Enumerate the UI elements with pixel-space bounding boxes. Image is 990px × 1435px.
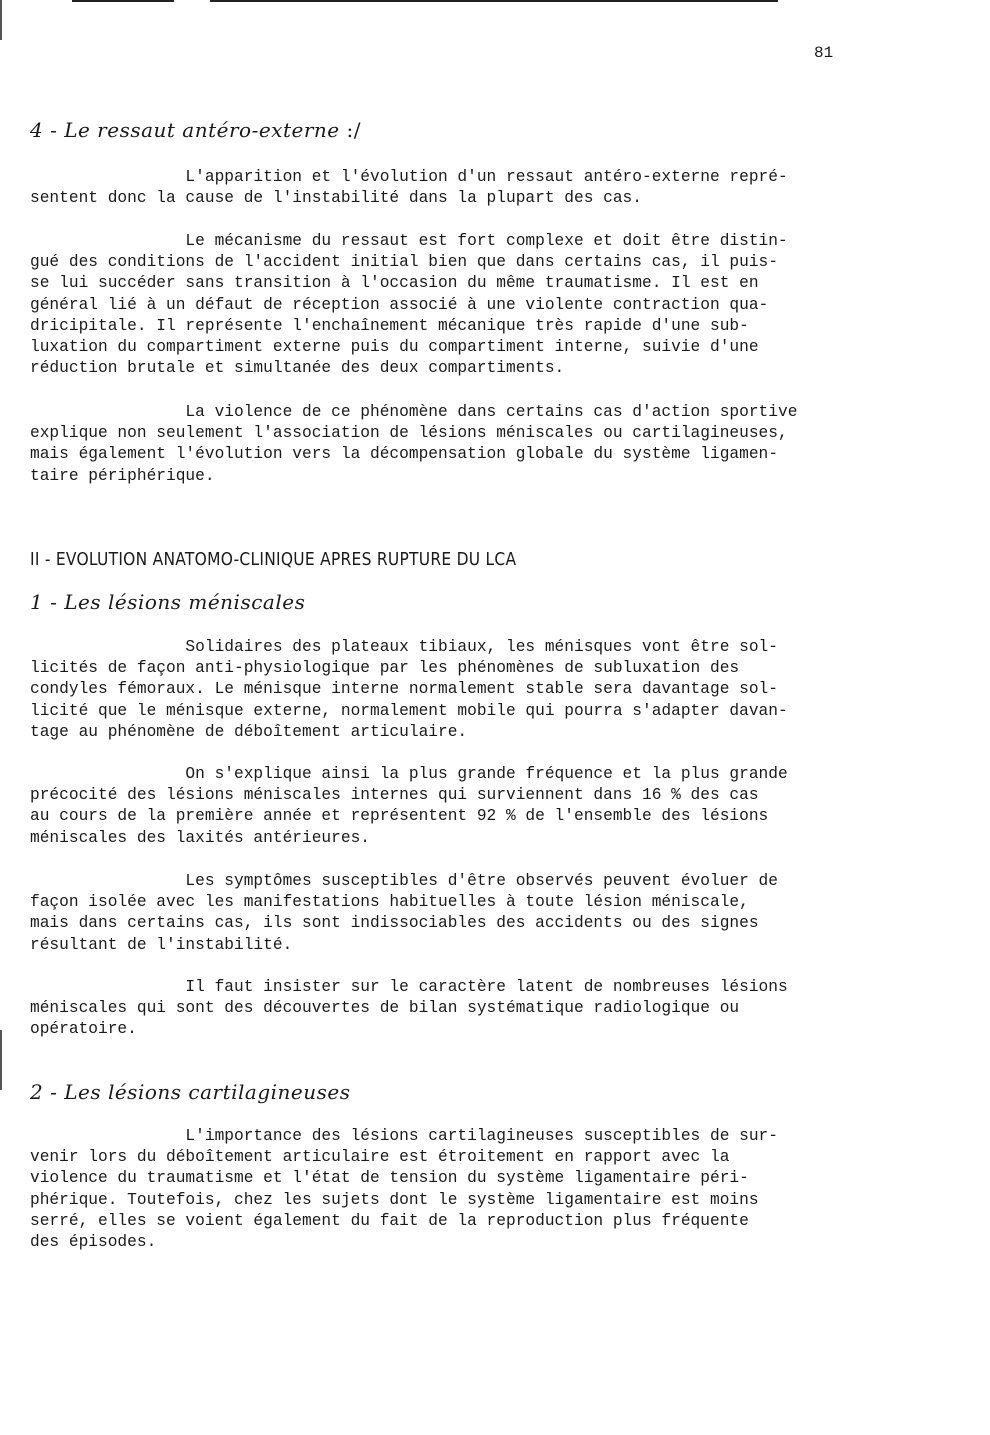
section-heading-meniscales xyxy=(30,590,305,614)
heading-title: Le ressaut antéro-externe xyxy=(64,118,340,142)
text-line: sentent donc la cause de l'instabilité dans la plupart des cas. xyxy=(30,189,642,208)
text-line: résultant de l'instabilité. xyxy=(30,935,293,954)
scan-left-edge-bottom xyxy=(0,1030,2,1090)
text-line: façon isolée avec les manifestations habituelles à toute lésion méniscale, xyxy=(30,893,749,912)
heading-title: Les lésions cartilagineuses xyxy=(64,1080,351,1104)
text-line: réduction brutale et simultanée des deux compartiments. xyxy=(30,359,565,378)
text-line: Le mécanisme du ressaut est fort complexe et doit être distin- xyxy=(30,232,788,250)
text-line: L'apparition et l'évolution d'un ressaut antéro-externe repré- xyxy=(30,168,788,186)
text-line: opératoire. xyxy=(30,1020,137,1039)
text-line: L'importance des lésions cartilagineuses susceptibles de sur- xyxy=(30,1127,778,1145)
text-line: des épisodes. xyxy=(30,1233,157,1252)
heading-number: 2 - xyxy=(30,1080,58,1104)
page-number: 81 xyxy=(814,44,834,62)
text-line: méniscales qui sont des découvertes de bilan systématique radiologique ou xyxy=(30,999,740,1018)
text-line: licités de façon anti-physiologique par les phénomènes de subluxation des xyxy=(30,659,740,678)
text-line: au cours de la première année et représentent 92 % de l'ensemble des lésions xyxy=(30,807,769,826)
text-line: Solidaires des plateaux tibiaux, les ménisques vont être sol- xyxy=(30,638,778,656)
scan-top-line-right xyxy=(210,0,778,2)
section-heading-cartilagineuses xyxy=(30,1080,350,1104)
paragraph xyxy=(30,167,870,209)
heading-title: Les lésions méniscales xyxy=(64,590,306,614)
text-line: venir lors du déboîtement articulaire est étroitement en rapport avec la xyxy=(30,1148,730,1167)
section-heading-ressaut xyxy=(30,118,361,142)
scan-left-edge-top xyxy=(0,0,2,40)
paragraph xyxy=(30,637,870,743)
paragraph xyxy=(30,402,870,487)
text-line: serré, elles se voient également du fait de la reproduction plus fréquente xyxy=(30,1211,749,1230)
text-line: général lié à un défaut de réception associé à une violente contraction qua- xyxy=(30,295,769,314)
text-line: Il faut insister sur le caractère latent de nombreuses lésions xyxy=(30,978,788,996)
heading-number: 4 - xyxy=(30,118,58,142)
text-line: violence du traumatisme et l'état de tension du système ligamentaire péri- xyxy=(30,1169,749,1188)
text-line: On s'explique ainsi la plus grande fréquence et la plus grande xyxy=(30,765,788,783)
handwritten-check-mark: :/ xyxy=(346,118,361,142)
paragraph xyxy=(30,1126,870,1253)
heading-number: 1 - xyxy=(30,590,58,614)
scan-top-line-left xyxy=(72,0,174,2)
text-line: taire périphérique. xyxy=(30,466,215,485)
text-line: phérique. Toutefois, chez les sujets dont le système ligamentaire est moins xyxy=(30,1190,759,1209)
text-line: explique non seulement l'association de lésions méniscales ou cartilagineuses, xyxy=(30,424,788,443)
text-line: tage au phénomène de déboîtement articulaire. xyxy=(30,722,468,741)
text-line: luxation du compartiment externe puis du compartiment interne, suivie d'une xyxy=(30,338,759,357)
paragraph xyxy=(30,764,870,849)
text-line: méniscales des laxités antérieures. xyxy=(30,828,370,847)
paragraph xyxy=(30,871,870,956)
text-line: Les symptômes susceptibles d'être observés peuvent évoluer de xyxy=(30,872,778,890)
text-line: mais également l'évolution vers la décompensation globale du système ligamen- xyxy=(30,445,778,464)
paragraph xyxy=(30,231,870,379)
paragraph xyxy=(30,977,870,1041)
text-line: La violence de ce phénomène dans certains cas d'action sportive xyxy=(30,403,798,421)
section-heading-evolution: II - EVOLUTION ANATOMO-CLINIQUE APRES RUPTURE DU LCA xyxy=(30,549,517,570)
text-line: précocité des lésions méniscales internes qui surviennent dans 16 % des cas xyxy=(30,786,759,805)
text-line: gué des conditions de l'accident initial bien que dans certains cas, il puis- xyxy=(30,253,778,272)
text-line: licité que le ménisque externe, normalement mobile qui pourra s'adapter davan- xyxy=(30,701,788,720)
text-line: mais dans certains cas, ils sont indissociables des accidents ou des signes xyxy=(30,914,759,933)
text-line: se lui succéder sans transition à l'occasion du même traumatisme. Il est en xyxy=(30,274,759,293)
text-line: condyles fémoraux. Le ménisque interne normalement stable sera davantage sol- xyxy=(30,680,778,699)
text-line: dricipitale. Il représente l'enchaînement mécanique très rapide d'une sub- xyxy=(30,316,749,335)
